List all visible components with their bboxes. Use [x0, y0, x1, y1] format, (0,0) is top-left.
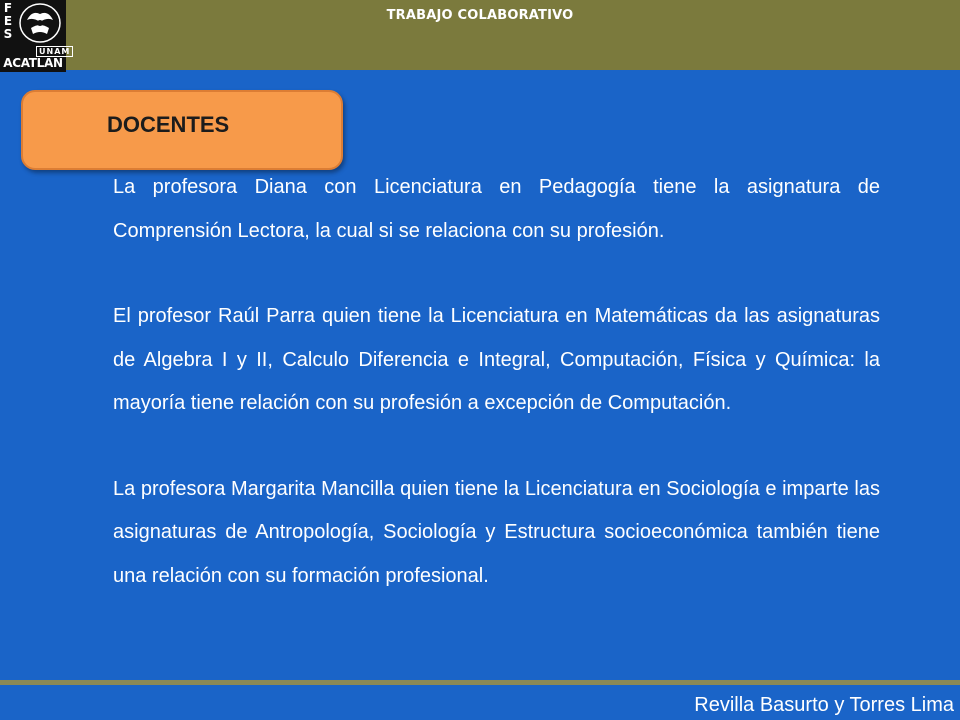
unam-seal-icon	[17, 2, 63, 44]
logo-acatlan-text: ACATLAN	[3, 56, 63, 70]
paragraph-margarita: La profesora Margarita Mancilla quien tiene la Licenciatura en Sociología e imparte las asignaturas de Antropología, Sociología y Estructura socioeconómica también tiene una relación con su formación profesional.	[113, 477, 880, 587]
logo-unam-text: UNAM	[36, 46, 73, 57]
badge-label: DOCENTES	[107, 112, 230, 137]
docentes-badge	[21, 90, 343, 170]
logo-fes-letters: F E S	[3, 1, 13, 41]
paragraph-diana: La profesora Diana con Licenciatura en Pedagogía tiene la asignatura de Comprensión Lectora, la cual si se relaciona con su profesión.	[113, 176, 880, 242]
footer-authors: Revilla Basurto y Torres Lima	[694, 694, 954, 716]
footer-divider	[0, 680, 960, 685]
content-body	[113, 166, 880, 598]
fes-acatlan-logo	[0, 0, 71, 72]
header-title: TRABAJO COLABORATIVO	[386, 8, 574, 23]
paragraph-raul: El profesor Raúl Parra quien tiene la Licenciatura en Matemáticas da las asignaturas de Algebra I y II, Calculo Diferencia e Integral, Computación, Física y Química: la mayoría tiene relación con su profesión a excepción de Computación.	[113, 305, 880, 414]
